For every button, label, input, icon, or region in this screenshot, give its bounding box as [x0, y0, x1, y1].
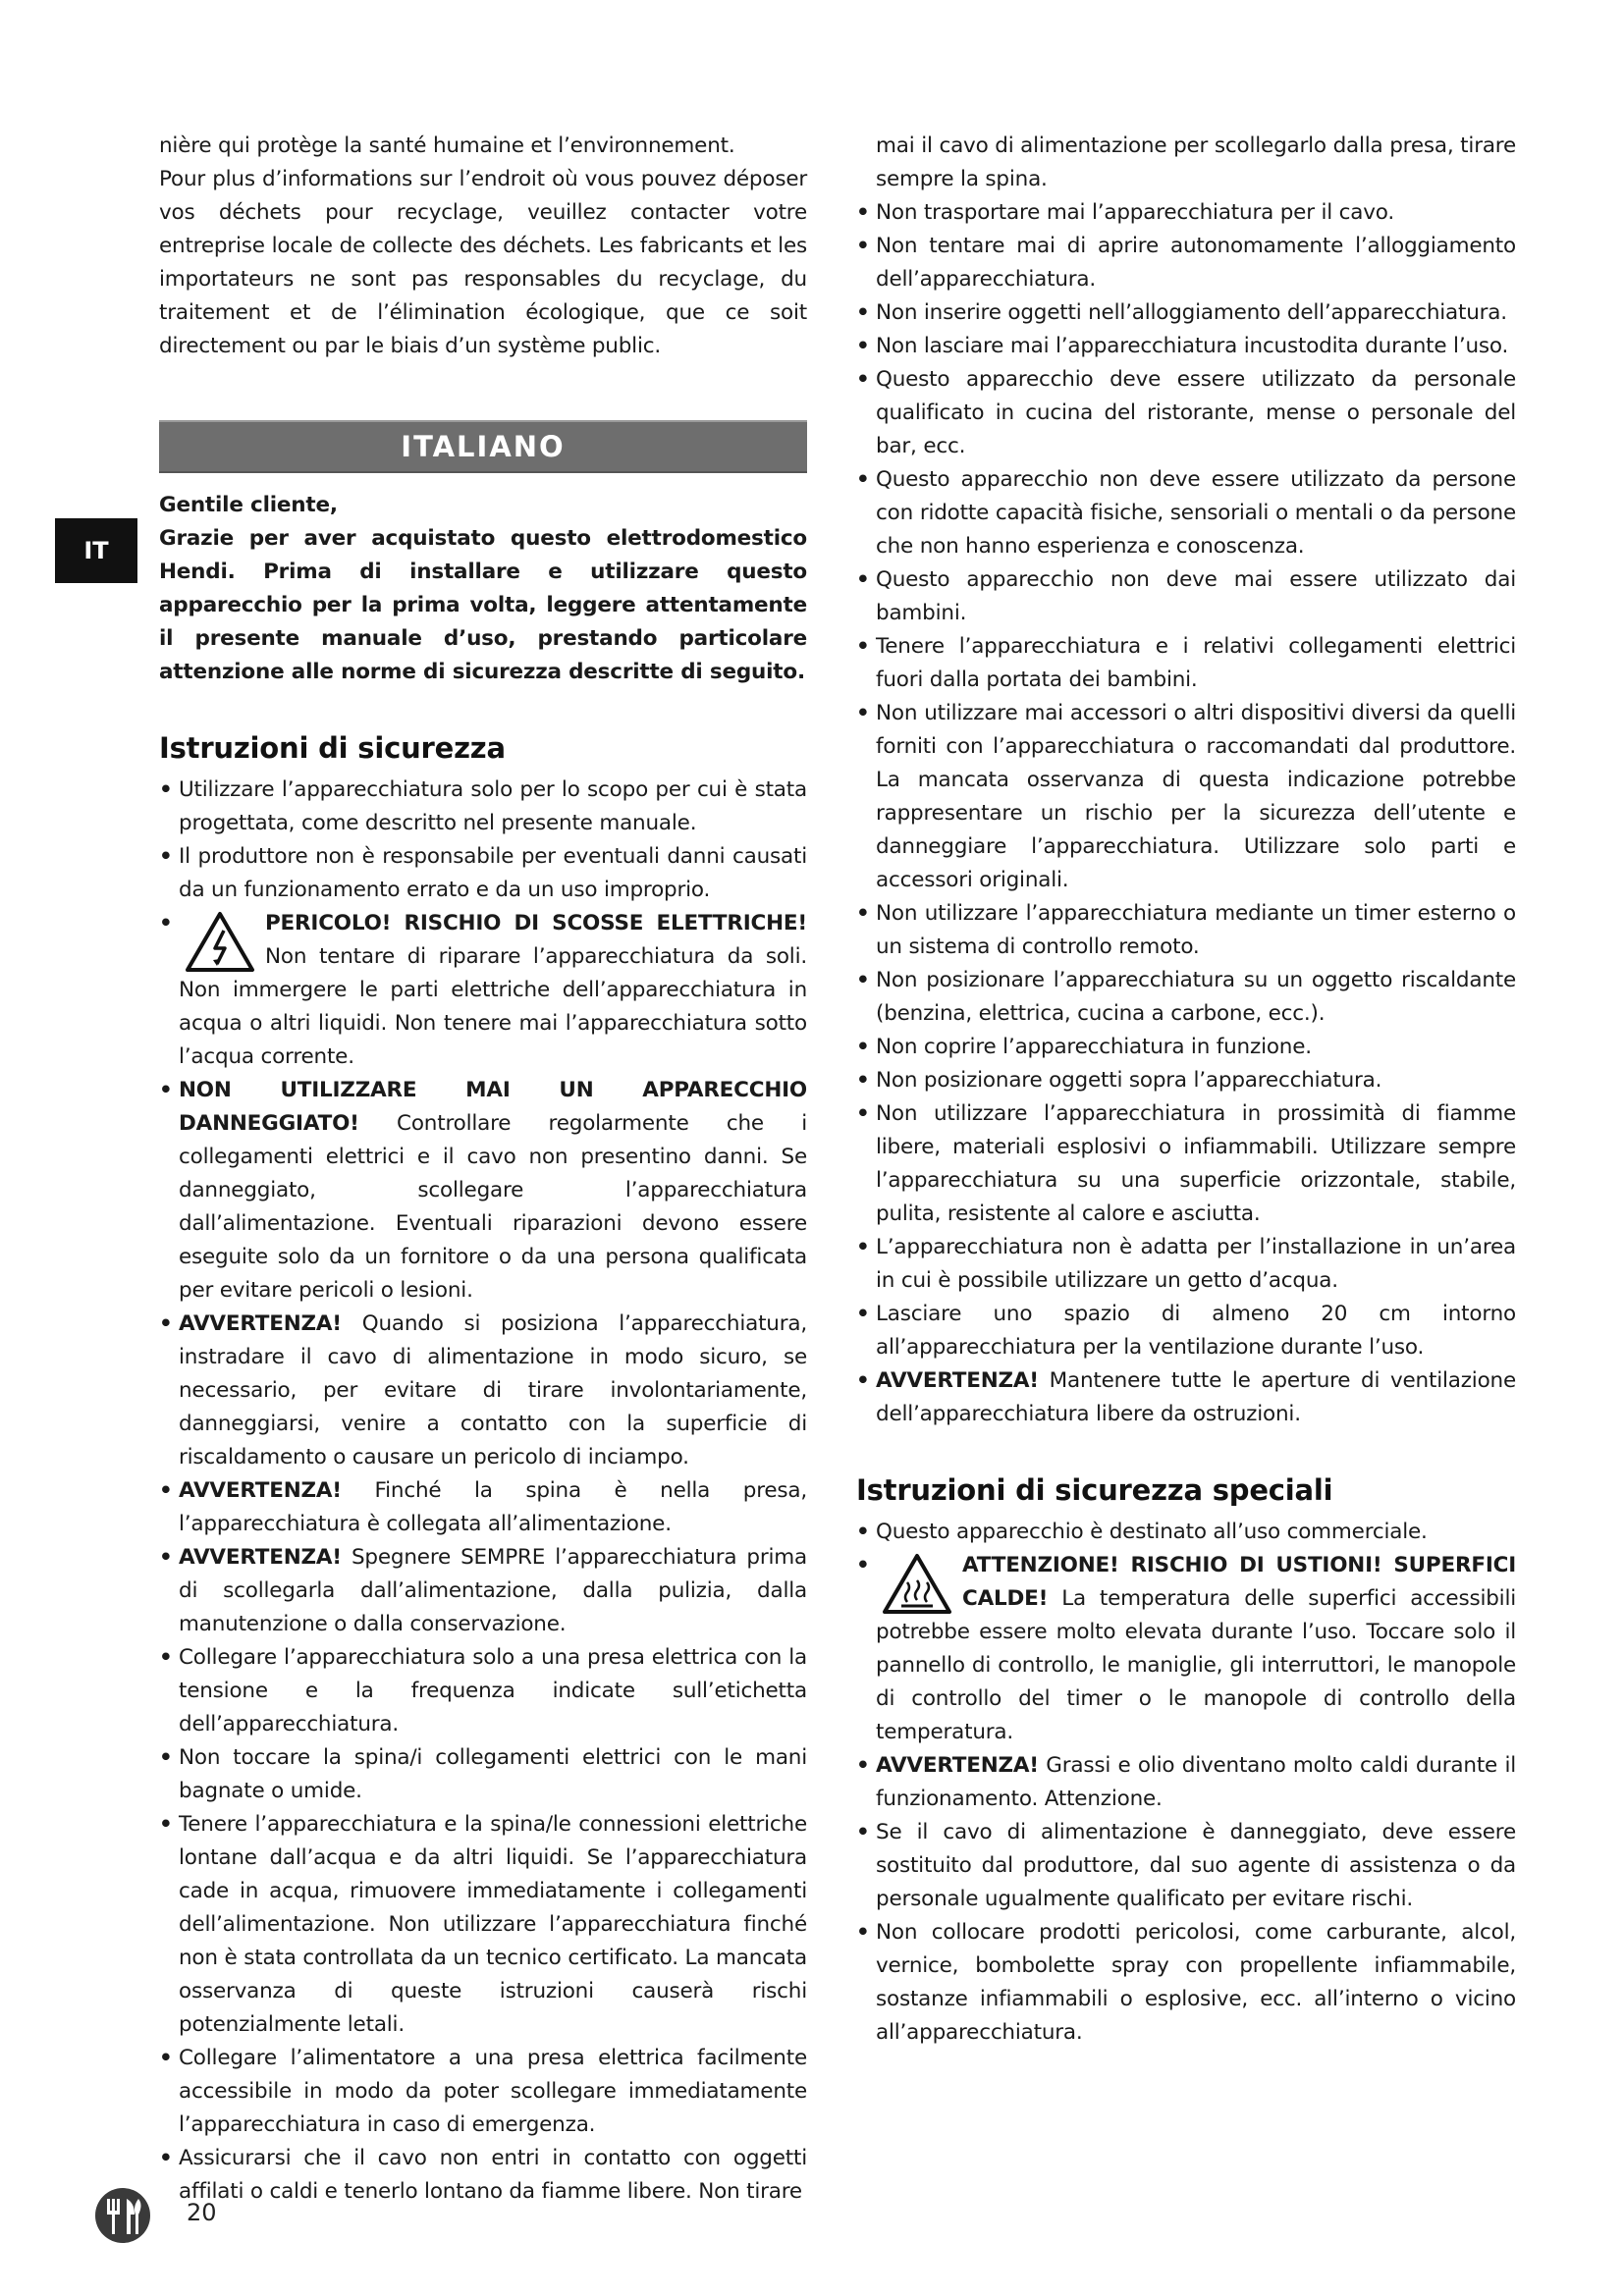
list-item: • Non posizionare l’apparecchiatura su un oggetto riscaldante (benzina, elettrica, cucina a carbone, ecc.).	[856, 968, 1516, 1026]
list-item: • Collegare l’apparecchiatura solo a una presa elettrica con la tensione e la frequenza indicate sull’etichetta dell’apparecchiatura.	[159, 1645, 807, 1736]
list-item: • Non lasciare mai l’apparecchiatura incustodita durante l’uso.	[856, 334, 1509, 358]
warning-label: AVVERTENZA!	[179, 1478, 342, 1503]
cutlery-logo-icon	[94, 2187, 151, 2244]
list-item: • L’apparecchiatura non è adatta per l’installazione in un’area in cui è possibile utilizzare un getto d’acqua.	[856, 1235, 1516, 1293]
language-tab: IT	[55, 518, 137, 583]
list-item: • PERICOLO! RISCHIO DI SCOSSE ELETTRICHE! Non tentare di riparare l’apparecchiatura da soli. Non immergere le parti elettriche dell’apparecchiatura in acqua o altri liquidi. Non tenere mai l’apparecchiatura sotto l’acqua corrente.	[159, 911, 807, 1069]
list-item: • Non utilizzare l’apparecchiatura in prossimità di fiamme libere, materiali esplosivi o infiammabili. Utilizzare sempre l’apparecchiatura su una superficie orizzontale, stabile, pulita, resistente al calore e asciutta.	[856, 1101, 1516, 1226]
list-item: • Tenere l’apparecchiatura e i relativi collegamenti elettrici fuori dalla portata dei bambini.	[856, 634, 1516, 692]
warning-label: AVVERTENZA!	[179, 1311, 342, 1336]
section-title-bar: ITALIANO	[159, 420, 807, 473]
warning-label: AVVERTENZA!	[876, 1753, 1039, 1778]
list-item: • Non tentare mai di aprire autonomamente l’alloggiamento dell’apparecchiatura.	[856, 234, 1516, 292]
list-item: • Non inserire oggetti nell’alloggiamento dell’apparecchiatura.	[856, 300, 1507, 325]
danger-label: PERICOLO! RISCHIO DI SCOSSE ELETTRICHE!	[265, 911, 807, 935]
list-item: • Se il cavo di alimentazione è danneggiato, deve essere sostituito dal produttore, dal suo agente di assistenza o da personale ugualmente qualificato per evitare rischi.	[856, 1820, 1516, 1911]
right-column	[856, 130, 1516, 2050]
special-safety-heading: Istruzioni di sicurezza speciali	[856, 1473, 1333, 1507]
list-item: • AVVERTENZA! Finché la spina è nella presa, l’apparecchiatura è collegata all’alimentazione.	[159, 1478, 807, 1536]
list-item: • Questo apparecchio è destinato all’uso commerciale.	[856, 1520, 1428, 1544]
intro-paragraph: Pour plus d’informations sur l’endroit où vous pouvez déposer vos déchets pour recyclage, veuillez contacter votre entreprise locale de collecte des déchets. Les fabricants et les importateurs ne sont pas responsables du recyclage, du traitement et de l’élimination écologique, que ce soit directement ou par le biais d’un système public.	[159, 167, 807, 358]
list-item: • Non utilizzare mai accessori o altri dispositivi diversi da quelli forniti con l’apparecchiatura o raccomandati dal produttore. La mancata osservanza di questa indicazione potrebbe rappresentare un rischio per la sicurezza dell’utente e danneggiare l’apparecchiatura. Utilizzare solo parti e accessori originali.	[856, 701, 1516, 892]
warning-label: AVVERTENZA!	[876, 1368, 1039, 1393]
warning-label: AVVERTENZA!	[179, 1545, 342, 1570]
list-item: • AVVERTENZA! Grassi e olio diventano molto caldi durante il funzionamento. Attenzione.	[856, 1753, 1516, 1811]
list-item: • Questo apparecchio deve essere utilizzato da personale qualificato in cucina del ristorante, mense o personale del bar, ecc.	[856, 367, 1516, 458]
list-item: • Non coprire l’apparecchiatura in funzione.	[856, 1035, 1312, 1059]
list-item: • Non trasportare mai l’apparecchiatura per il cavo.	[856, 200, 1394, 225]
safety-list	[159, 774, 807, 2209]
list-item: • Questo apparecchio non deve mai essere utilizzato dai bambini.	[856, 567, 1516, 625]
special-safety-list	[856, 1516, 1516, 2050]
electric-shock-warning-icon	[185, 911, 255, 974]
list-item: • Tenere l’apparecchiatura e la spina/le connessioni elettriche lontane dall’acqua e da altri liquidi. Se l’apparecchiatura cade in acqua, rimuovere immediatamente i collegamenti dell’alimentazione. Non utilizzare l’apparecchiatura finché non è stata controllata da un tecnico certificato. La mancata osservanza di queste istruzioni causerà rischi potenzialmente letali.	[159, 1812, 807, 2037]
list-item: • AVVERTENZA! Spegnere SEMPRE l’apparecchiatura prima di scollegarla dall’alimentazione, dalla pulizia, dalla manutenzione o dalla conservazione.	[159, 1545, 807, 1636]
intro-line-1: nière qui protège la santé humaine et l’environnement.	[159, 133, 735, 158]
left-column	[159, 130, 807, 2209]
list-item: • Non toccare la spina/i collegamenti elettrici con le mani bagnate o umide.	[159, 1745, 807, 1803]
list-item: • Collegare l’alimentatore a una presa elettrica facilmente accessibile in modo da poter scollegare immediatamente l’apparecchiatura in caso di emergenza.	[159, 2046, 807, 2137]
list-item: • Non collocare prodotti pericolosi, come carburante, alcol, vernice, bombolette spray con propellente infiammabile, sostanze infiammabili o esplosive, ecc. all’interno o vicino all’apparecchiatura.	[856, 1920, 1516, 2045]
list-item: • NON UTILIZZARE MAI UN APPARECCHIO DANNEGGIATO! Controllare regolarmente che i collegamenti elettrici e il cavo non presentino danni. Se danneggiato, scollegare l’apparecchiatura dall’alimentazione. Eventuali riparazioni devono essere eseguite solo da un fornitore o da una persona qualificata per evitare pericoli o lesioni.	[159, 1078, 807, 1303]
list-item: • Questo apparecchio non deve essere utilizzato da persone con ridotte capacità fisiche, sensoriali o mentali o da persone che non hanno esperienza e conoscenza.	[856, 467, 1516, 559]
list-item: • Assicurarsi che il cavo non entri in contatto con oggetti affilati o caldi e tenerlo lontano da fiamme libere. Non tirare	[159, 2146, 807, 2204]
continuation-text: mai il cavo di alimentazione per scollegarlo dalla presa, tirare sempre la spina.	[876, 133, 1516, 191]
caution-label: ATTENZIONE! RISCHIO DI USTIONI! SUPERFICI CALDE!	[962, 1553, 1516, 1611]
list-item: • Non utilizzare l’apparecchiatura mediante un timer esterno o un sistema di controllo remoto.	[856, 901, 1516, 959]
warning-label: NON UTILIZZARE MAI UN APPARECCHIO DANNEGGIATO!	[179, 1078, 807, 1136]
safety-heading: Istruzioni di sicurezza	[159, 731, 506, 765]
page-number: 20	[187, 2199, 217, 2226]
hot-surface-warning-icon	[882, 1553, 952, 1616]
greeting-body: Grazie per aver acquistato questo elettrodomestico Hendi. Prima di installare e utilizzare questo apparecchio per la prima volta, leggere attentamente il presente manuale d’uso, prestando particolare attenzione alle norme di sicurezza descritte di seguito.	[159, 526, 807, 684]
greeting: Gentile cliente,	[159, 493, 338, 517]
list-item: • ATTENZIONE! RISCHIO DI USTIONI! SUPERFICI CALDE! La temperatura delle superfici accessibili potrebbe essere molto elevata durante l’uso. Toccare solo il pannello di controllo, le maniglie, gli interruttori, le manopole di controllo del timer o le manopole di controllo della temperatura.	[856, 1553, 1516, 1744]
list-item: • AVVERTENZA! Mantenere tutte le aperture di ventilazione dell’apparecchiatura libere da ostruzioni.	[856, 1368, 1516, 1426]
safety-list-continued	[856, 196, 1516, 1431]
list-item: • Utilizzare l’apparecchiatura solo per lo scopo per cui è stata progettata, come descritto nel presente manuale.	[159, 777, 807, 835]
list-item: • Non posizionare oggetti sopra l’apparecchiatura.	[856, 1068, 1382, 1093]
list-item: • AVVERTENZA! Quando si posiziona l’apparecchiatura, instradare il cavo di alimentazione in modo sicuro, se necessario, per evitare di tirare involontariamente, danneggiarsi, venire a contatto con la superficie di riscaldamento o causare un pericolo di inciampo.	[159, 1311, 807, 1469]
greeting-block	[159, 489, 807, 689]
list-item: • Il produttore non è responsabile per eventuali danni causati da un funzionamento errato e da un uso improprio.	[159, 844, 807, 902]
list-item: • Lasciare uno spazio di almeno 20 cm intorno all’apparecchiatura per la ventilazione durante l’uso.	[856, 1302, 1516, 1360]
